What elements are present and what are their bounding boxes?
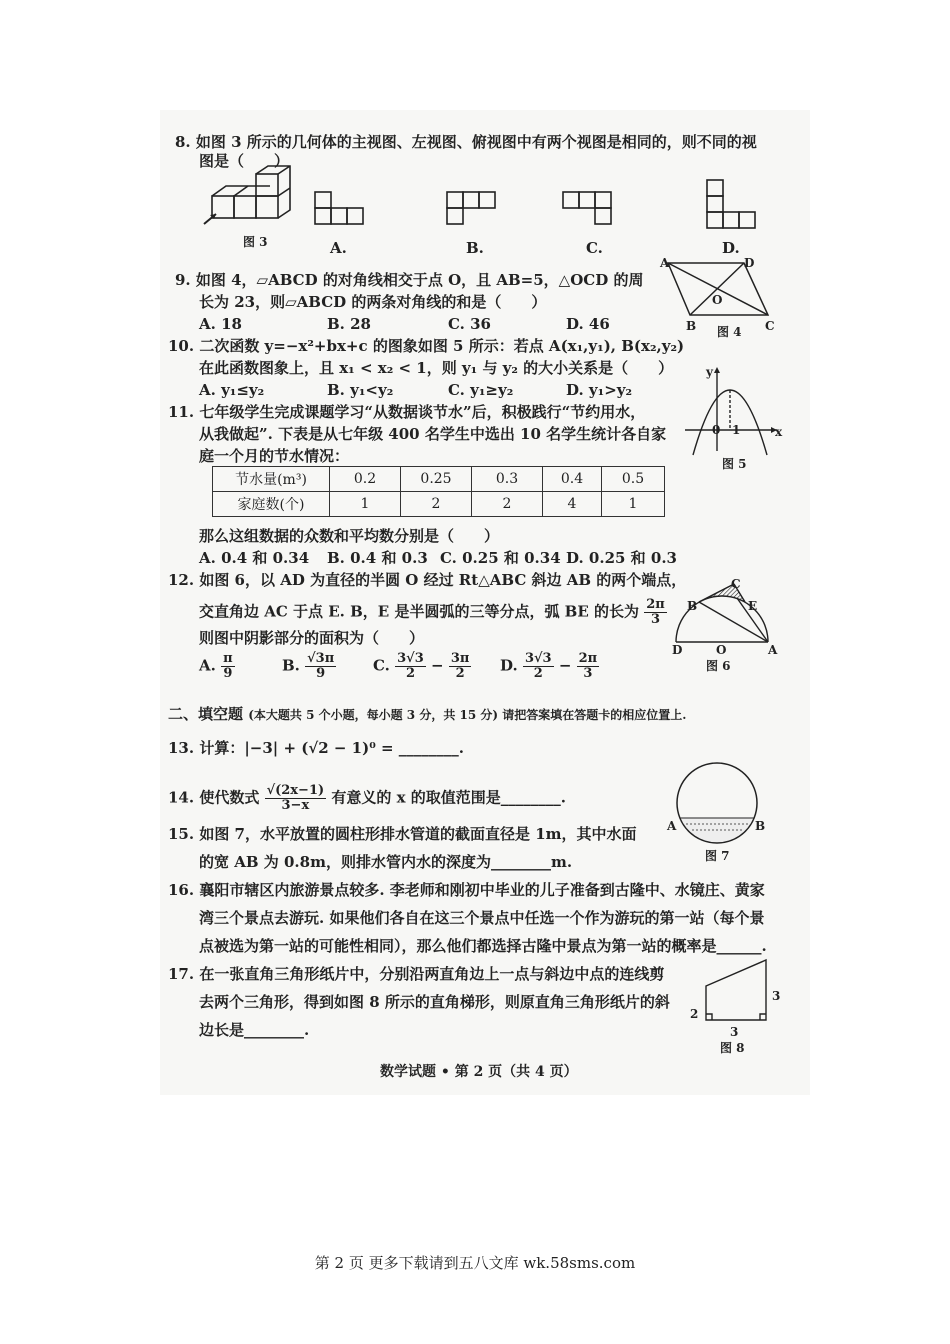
q12-option-c-label: C. <box>373 656 390 675</box>
frac-num: √(2x−1) <box>266 783 325 798</box>
q11-cell: 0.25 <box>401 467 472 492</box>
q17-line2: 去两个三角形，得到如图 8 所示的直角梯形，则原直角三角形纸片的斜 <box>199 993 670 1011</box>
q12-option-b-label: B. <box>282 656 300 675</box>
q8-fig-caption: 图 3 <box>243 235 268 249</box>
q9-label-b: B <box>686 319 697 333</box>
q12-line1: 12. 如图 6，以 AD 为直径的半圆 O 经过 Rt△ABC 斜边 AB 的两个端点， <box>168 571 687 589</box>
q12-label-a: A <box>768 643 778 657</box>
q13-text: 13. 计算：|−3| + (√2 − 1)⁰ = ________. <box>168 739 464 757</box>
q17-line1: 17. 在一张直角三角形纸片中，分别沿两直角边上一点与斜边中点的连线剪 <box>168 965 665 983</box>
q12-arc-num: 2π <box>646 597 665 612</box>
q17-label-right: 3 <box>772 989 781 1003</box>
q11-cell: 1 <box>330 492 401 517</box>
q10-option-c: C. y₁≥y₂ <box>448 381 514 399</box>
q9-line2: 长为 23，则▱ABCD 的两条对角线的和是（ ） <box>199 293 547 311</box>
download-footer: 第 2 页 更多下载请到五八文库 wk.58sms.com <box>314 1254 636 1272</box>
q14-pre: 14. 使代数式 <box>168 788 260 807</box>
q11-table-row-families <box>213 492 665 517</box>
q12-option-b <box>282 652 336 681</box>
q12-option-c-frac2 <box>449 652 472 681</box>
frac-num: 3√3 <box>397 651 424 666</box>
frac-num: 3√3 <box>524 651 552 666</box>
q10-option-a: A. y₁≤y₂ <box>199 381 265 399</box>
q8-figure-3-solid <box>200 170 300 230</box>
q11-cell: 0.2 <box>330 467 401 492</box>
q8-line1: 8. 如图 3 所示的几何体的主视图、左视图、俯视图中有两个视图是相同的，则不同的视 <box>175 133 757 151</box>
q11-cell: 4 <box>543 492 602 517</box>
q11-cell: 0.4 <box>543 467 602 492</box>
q12-line2 <box>199 598 667 627</box>
q10-figure-5-parabola <box>685 365 785 455</box>
minus-sign: − <box>558 656 572 675</box>
q9-fig-caption: 图 4 <box>717 325 742 339</box>
q8-line2: 图是（ ） <box>199 152 290 170</box>
q9-label-d: D <box>744 256 755 270</box>
q12-option-c-frac1 <box>395 652 426 681</box>
q12-option-a-frac <box>221 652 235 681</box>
q12-option-b-frac <box>305 652 336 681</box>
q12-label-c: C <box>731 577 741 591</box>
q9-option-b: B. 28 <box>327 315 371 333</box>
q11-line1: 11. 七年级学生完成课题学习“从数据谈节水”后，积极践行“节约用水， <box>168 403 646 421</box>
q11-option-d: D. 0.25 和 0.3 <box>566 549 677 567</box>
q10-label-x: x <box>775 425 783 439</box>
q11-option-c: C. 0.25 和 0.34 <box>440 549 561 567</box>
q10-fig-caption: 图 5 <box>722 457 747 471</box>
q12-arc-den: 3 <box>651 612 661 627</box>
q12-arc-length <box>644 598 667 627</box>
frac-den: 3−x <box>281 798 310 813</box>
q17-figure-8-trapezoid <box>700 956 770 1026</box>
q15-fig-caption: 图 7 <box>705 849 730 863</box>
q11-line2: 从我做起”. 下表是从七年级 400 名学生中选出 10 名学生统计各自家 <box>199 425 667 443</box>
q11-cell: 1 <box>602 492 665 517</box>
minus-sign: − <box>431 656 444 675</box>
q16-line2: 湾三个景点去游玩. 如果他们各自在这三个景点中任选一个作为游玩的第一站（每个景 <box>199 909 765 927</box>
q10-option-b: B. y₁<y₂ <box>327 381 394 399</box>
q11-water-table <box>212 466 665 517</box>
q14-line <box>168 784 566 813</box>
q11-line3: 庭一个月的节水情况： <box>199 447 350 465</box>
q9-label-c: C <box>765 319 775 333</box>
q11-table-row-savings <box>213 467 665 492</box>
page-number-footer: 数学试题 • 第 2 页（共 4 页） <box>380 1064 578 1080</box>
q17-line3: 边长是________. <box>199 1021 310 1039</box>
q15-figure-7-pipe <box>672 762 762 848</box>
frac-num: 3π <box>450 651 470 666</box>
q9-option-d: D. 46 <box>566 315 610 333</box>
q8-option-d-view <box>706 178 756 232</box>
q8-option-b: B. <box>466 239 484 257</box>
q12-option-c <box>373 652 471 681</box>
q8-option-d: D. <box>722 239 740 257</box>
q11-cell: 0.5 <box>602 467 665 492</box>
q9-option-c: C. 36 <box>448 315 491 333</box>
q15-label-b: B <box>755 819 766 833</box>
q9-line1: 9. 如图 4，▱ABCD 的对角线相交于点 O，且 AB=5，△OCD 的周 <box>175 271 644 289</box>
q14-frac <box>265 784 327 813</box>
q9-label-a: A <box>660 256 670 270</box>
q8-option-a-view <box>314 190 364 230</box>
q11-cell: 家庭数(个) <box>213 492 330 517</box>
q14-post: 有意义的 x 的取值范围是________. <box>331 788 567 807</box>
q10-label-one: 1 <box>732 423 741 437</box>
section2-note: (本大题共 5 个小题，每小题 3 分，共 15 分) 请把答案填在答题卡的相应位置上. <box>248 708 687 722</box>
q11-option-a: A. 0.4 和 0.34 <box>199 549 310 567</box>
q8-option-c-view <box>562 190 612 230</box>
q12-option-a <box>199 652 235 681</box>
q17-fig-caption: 图 8 <box>720 1041 745 1055</box>
q11-cell: 2 <box>472 492 543 517</box>
q10-label-zero: 0 <box>712 423 721 437</box>
q10-option-d: D. y₁>y₂ <box>566 381 633 399</box>
q12-label-b: B <box>687 599 698 613</box>
q17-label-bottom: 3 <box>730 1025 739 1039</box>
q8-option-a: A. <box>330 239 347 257</box>
q16-line1: 16. 襄阳市辖区内旅游景点较多. 李老师和刚初中毕业的儿子准备到古隆中、水镜庄、黄家 <box>168 881 765 899</box>
q11-line4: 那么这组数据的众数和平均数分别是（ ） <box>199 527 500 545</box>
frac-num: π <box>223 651 233 666</box>
q12-option-a-label: A. <box>199 656 216 675</box>
q12-label-d: D <box>672 643 683 657</box>
q15-line2: 的宽 AB 为 0.8m，则排水管内水的深度为________m. <box>199 853 573 871</box>
q15-line1: 15. 如图 7，水平放置的圆柱形排水管道的截面直径是 1m，其中水面 <box>168 825 637 843</box>
q8-option-c: C. <box>586 239 603 257</box>
q10-label-y: y <box>706 365 713 379</box>
frac-den: 9 <box>316 666 326 681</box>
q15-label-a: A <box>667 819 677 833</box>
q17-label-left: 2 <box>690 1007 699 1021</box>
frac-den: 2 <box>455 666 465 681</box>
q12-option-d-frac2 <box>577 652 600 681</box>
q11-cell: 2 <box>401 492 472 517</box>
section2-heading <box>168 704 686 725</box>
frac-den: 2 <box>533 666 543 681</box>
section2-title: 二、填空题 <box>168 705 244 723</box>
q9-label-o: O <box>712 293 723 307</box>
q8-option-b-view <box>446 190 496 230</box>
q12-line2-text: 交直角边 AC 于点 E. B，E 是半圆弧的三等分点，弧 BE 的长为 <box>199 602 640 621</box>
q12-label-e: E <box>748 599 758 613</box>
frac-den: 9 <box>223 666 233 681</box>
q11-cell: 节水量(m³) <box>213 467 330 492</box>
q12-fig-caption: 图 6 <box>706 659 731 673</box>
q12-line3: 则图中阴影部分的面积为（ ） <box>199 629 425 647</box>
q12-label-o: O <box>716 643 727 657</box>
frac-num: √3π <box>307 651 335 666</box>
q10-line2: 在此函数图象上，且 x₁ < x₂ < 1，则 y₁ 与 y₂ 的大小关系是（ ） <box>199 359 674 377</box>
q11-option-b: B. 0.4 和 0.3 <box>327 549 428 567</box>
q11-cell: 0.3 <box>472 467 543 492</box>
q9-option-a: A. 18 <box>199 315 242 333</box>
frac-den: 3 <box>583 666 593 681</box>
frac-num: 2π <box>578 651 598 666</box>
frac-den: 2 <box>405 666 415 681</box>
q10-line1: 10. 二次函数 y=−x²+bx+c 的图象如图 5 所示：若点 A(x₁,y₁), B(x₂,y₂) <box>168 337 685 355</box>
q16-line3: 点被选为第一站的可能性相同），那么他们都选择古隆中景点为第一站的概率是______. <box>199 937 767 955</box>
q12-option-d-frac1 <box>523 652 554 681</box>
q12-option-d-label: D. <box>500 656 518 675</box>
q12-option-d <box>500 652 599 681</box>
